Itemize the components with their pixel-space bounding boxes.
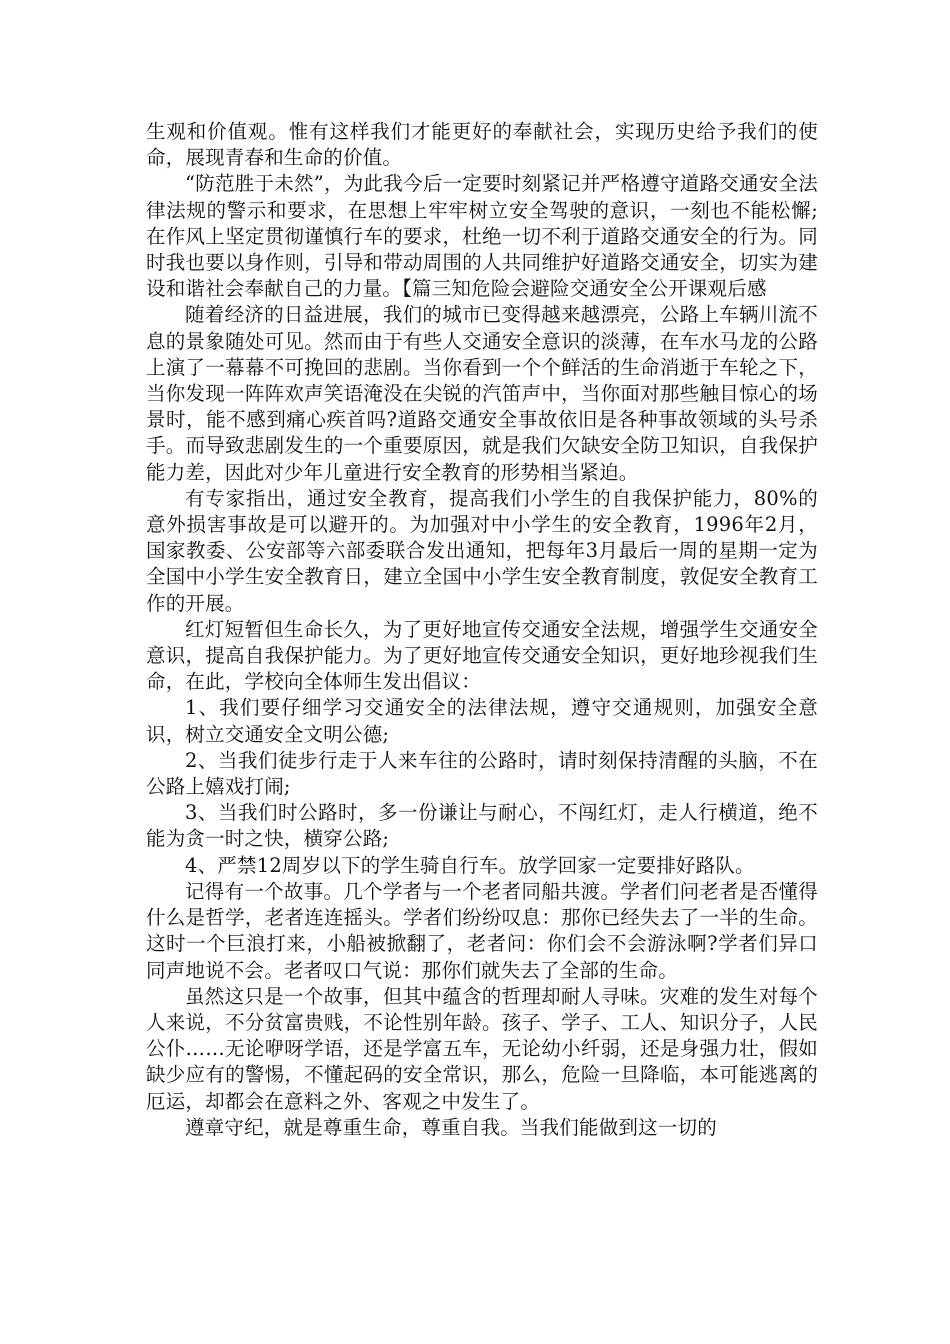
paragraph: 生观和价值观。惟有这样我们才能更好的奉献社会，实现历史给予我们的使命，展现青春和生命的价值。 bbox=[146, 120, 818, 170]
paragraph: 有专家指出，通过安全教育，提高我们小学生的自我保护能力，80%的意外损害事故是可以避开的。为加强对中小学生的安全教育，1996年2月，国家教委、公安部等六部委联合发出通知，把每年3月最后一周的星期一定为全国中小学生安全教育日，建立全国中小学生安全教育制度，敦促安全教育工作的开展。 bbox=[146, 486, 818, 615]
list-item-paragraph: 1、我们要仔细学习交通安全的法律法规，遵守交通规则，加强安全意识，树立交通安全文明公德; bbox=[146, 696, 818, 746]
paragraph: 记得有一个故事。几个学者与一个老者同船共渡。学者们问老者是否懂得什么是哲学，老者连连摇头。学者们纷纷叹息：那你已经失去了一半的生命。这时一个巨浪打来，小船被掀翻了，老者问：你们会不会游泳啊?学者们异口同声地说不会。老者叹口气说：那你们就失去了全部的生命。 bbox=[146, 879, 818, 982]
list-item-paragraph: 3、当我们时公路时，多一份谦让与耐心，不闯红灯，走人行横道，绝不能为贪一时之快，横穿公路; bbox=[146, 801, 818, 851]
list-item-paragraph: 2、当我们徒步行走于人来车往的公路时，请时刻保持清醒的头脑，不在公路上嬉戏打闹; bbox=[146, 748, 818, 799]
paragraph: 虽然这只是一个故事，但其中蕴含的哲理却耐人寻味。灾难的发生对每个人来说，不分贫富贵贱，不论性别年龄。孩子、学子、工人、知识分子，人民公仆……无论咿呀学语，还是学富五车，无论幼小纤弱，还是身强力壮，假如缺少应有的警惕，不懂起码的安全常识，那么，危险一旦降临，本可能逃离的厄运，却都会在意料之外、客观之中发生了。 bbox=[146, 984, 818, 1113]
paragraph: “防范胜于未然”，为此我今后一定要时刻紧记并严格遵守道路交通安全法律法规的警示和要求，在思想上牢牢树立安全驾驶的意识，一刻也不能松懈;在作风上坚定贯彻谨慎行车的要求，杜绝一切不利于道路交通安全的行为。同时我也要以身作则，引导和带动周围的人共同维护好道路交通安全，切实为建设和谐社会奉献自己的力量。【篇三知危险会避险交通安全公开课观后感 bbox=[146, 172, 818, 301]
paragraph: 红灯短暂但生命长久，为了更好地宣传交通安全法规，增强学生交通安全意识，提高自我保护能力。为了更好地宣传交通安全知识，更好地珍视我们生命，在此，学校向全体师生发出倡议： bbox=[146, 617, 818, 694]
paragraph: 遵章守纪，就是尊重生命，尊重自我。当我们能做到这一切的 bbox=[185, 1115, 717, 1139]
body-text bbox=[146, 119, 818, 1141]
paragraph: 随着经济的日益进展，我们的城市已变得越来越漂亮，公路上车辆川流不息的景象随处可见。然而由于有些人交通安全意识的淡薄，在车水马龙的公路上演了一幕幕不可挽回的悲剧。当你看到一个个鲜活的生命消逝于车轮之下，当你发现一阵阵欢声笑语淹没在尖锐的汽笛声中，当你面对那些触目惊心的场景时，能不感到痛心疾首吗?道路交通安全事故依旧是各种事故领域的头号杀手。而导致悲剧发生的一个重要原因，就是我们欠缺安全防卫知识，自我保护能力差，因此对少年儿童进行安全教育的形势相当紧迫。 bbox=[146, 303, 818, 484]
list-item-paragraph: 4、严禁12周岁以下的学生骑自行车。放学回家一定要排好路队。 bbox=[185, 853, 755, 877]
